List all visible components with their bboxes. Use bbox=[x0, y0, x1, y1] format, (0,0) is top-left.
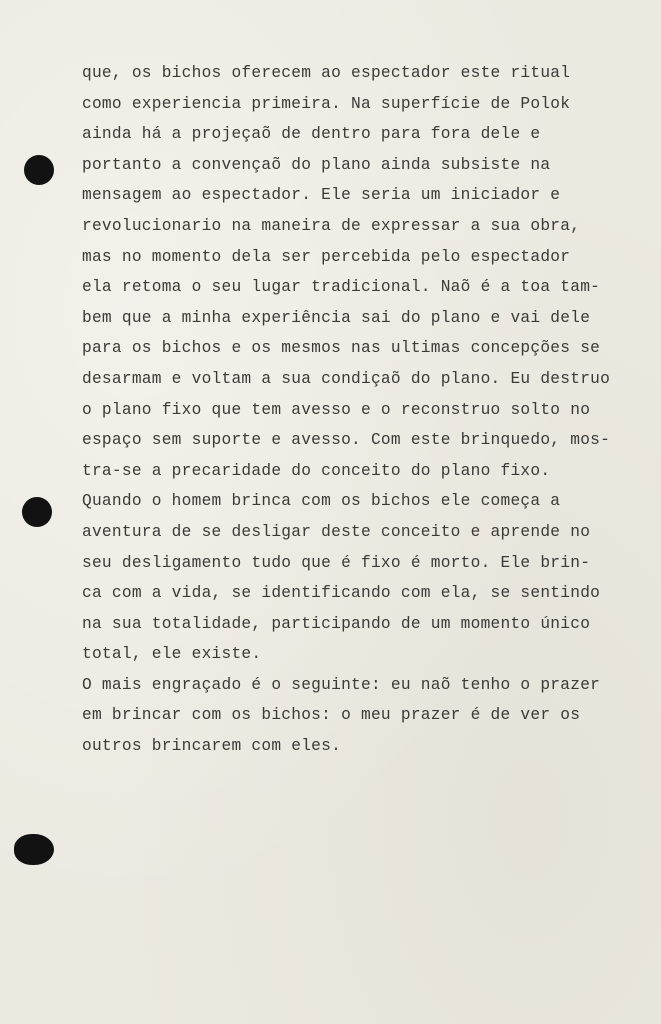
punch-hole bbox=[22, 497, 52, 527]
text-line: mensagem ao espectador. Ele seria um iniciador e bbox=[82, 186, 561, 205]
text-line: revolucionario na maneira de expressar a sua obra, bbox=[82, 216, 581, 235]
punch-hole bbox=[24, 155, 54, 185]
text-line: bem que a minha experiência sai do plano e vai dele bbox=[82, 308, 591, 327]
text-line: O mais engraçado é o seguinte: eu naõ tenho o prazer bbox=[82, 675, 601, 694]
text-line: tra-se a precaridade do conceito do plano fixo. bbox=[82, 461, 551, 480]
text-line: desarmam e voltam a sua condiçaõ do plano. Eu destruo bbox=[82, 369, 611, 388]
text-line: portanto a convençaõ do plano ainda subsiste na bbox=[82, 155, 551, 174]
text-line: outros brincarem com eles. bbox=[82, 737, 342, 756]
text-line: para os bichos e os mesmos nas ultimas concepções se bbox=[82, 339, 601, 358]
text-line: ela retoma o seu lugar tradicional. Naõ é a toa tam- bbox=[82, 278, 601, 297]
text-line: em brincar com os bichos: o meu prazer é de ver os bbox=[82, 706, 581, 725]
text-line: ca com a vida, se identificando com ela, se sentindo bbox=[82, 584, 601, 603]
text-line: espaço sem suporte e avesso. Com este brinquedo, mos- bbox=[82, 431, 611, 450]
typewritten-text bbox=[82, 58, 642, 762]
text-line: o plano fixo que tem avesso e o reconstruo solto no bbox=[82, 400, 591, 419]
text-line: Quando o homem brinca com os bichos ele começa a bbox=[82, 492, 561, 511]
text-line: seu desligamento tudo que é fixo é morto. Ele brin- bbox=[82, 553, 591, 572]
punch-hole bbox=[14, 834, 54, 865]
text-line: ainda há a projeçaõ de dentro para fora dele e bbox=[82, 125, 541, 144]
text-line: total, ele existe. bbox=[82, 645, 262, 664]
text-line: na sua totalidade, participando de um momento único bbox=[82, 614, 591, 633]
text-line: que, os bichos oferecem ao espectador este ritual bbox=[82, 64, 571, 82]
text-line: mas no momento dela ser percebida pelo espectador bbox=[82, 247, 571, 266]
text-line: aventura de se desligar deste conceito e aprende no bbox=[82, 522, 591, 541]
text-line: como experiencia primeira. Na superfície de Polok bbox=[82, 94, 571, 113]
